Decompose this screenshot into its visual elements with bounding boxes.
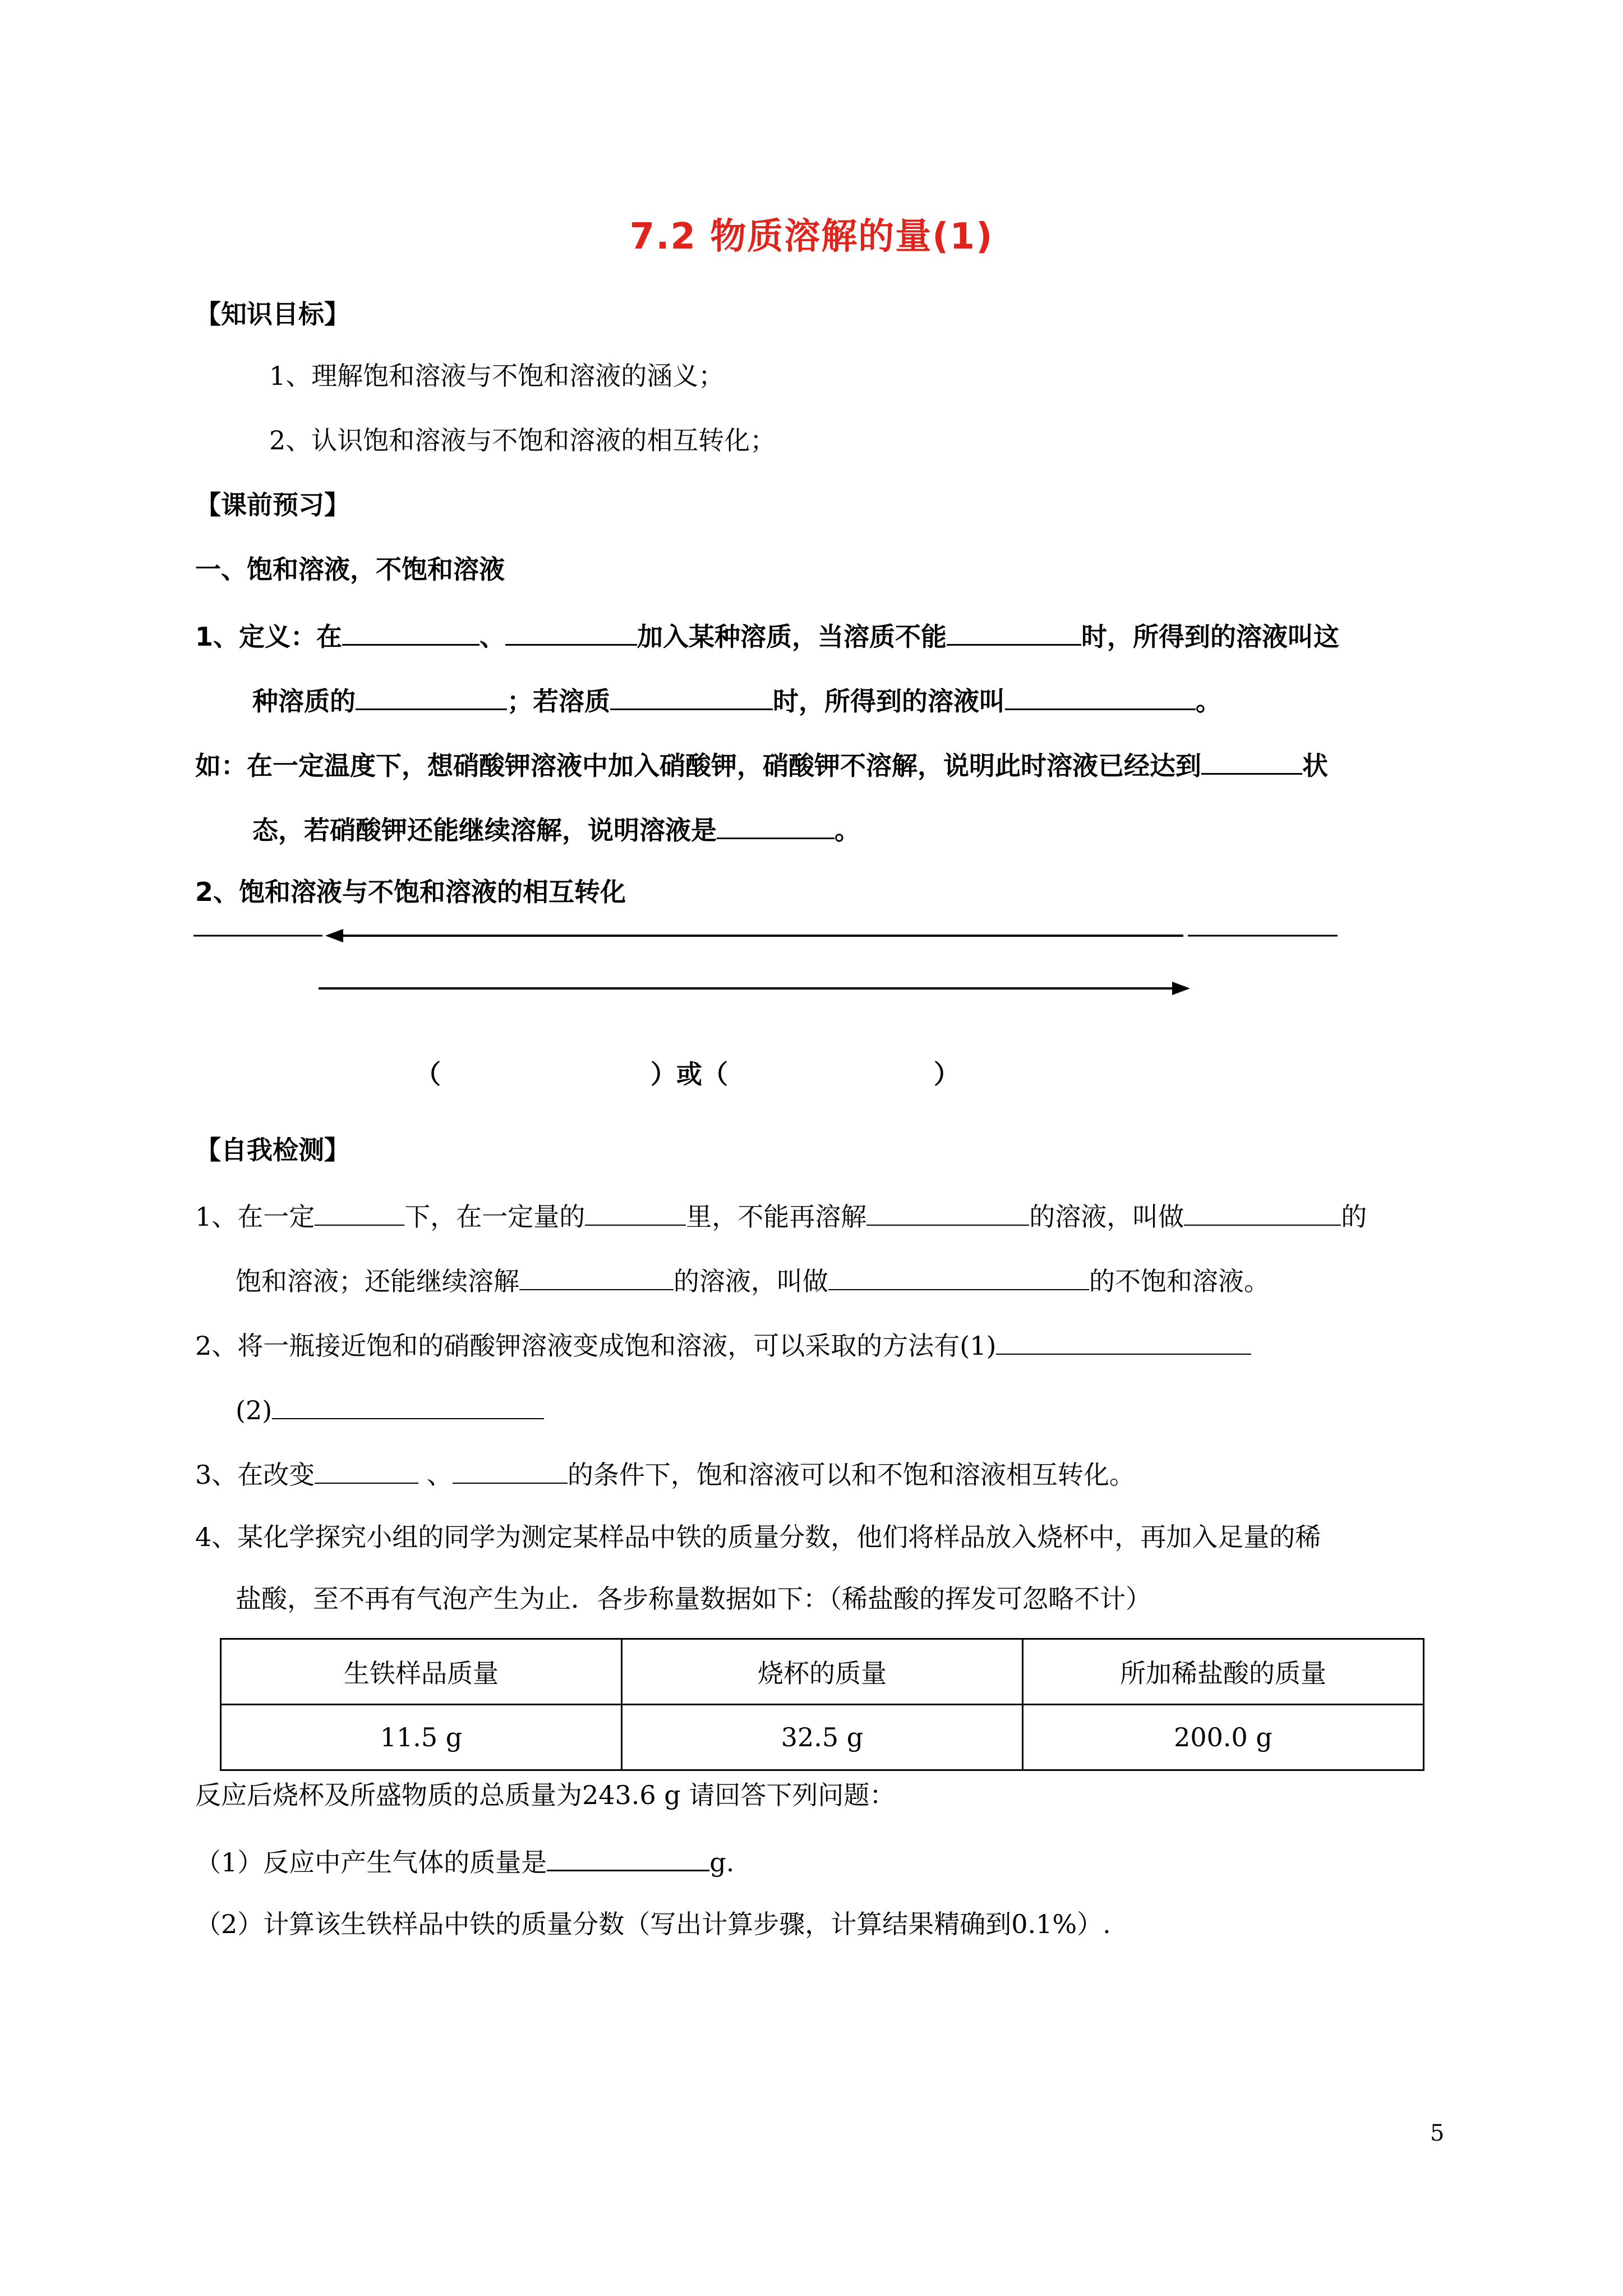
blank <box>342 617 479 646</box>
question-2-line-1: 2、将一瓶接近饱和的硝酸钾溶液变成饱和溶液，可以采取的方法有(1) <box>195 1327 1251 1363</box>
question-4-line-1: 4、某化学探究小组的同学为测定某样品中铁的质量分数，他们将样品放入烧杯中，再加入足量的稀 <box>195 1522 1321 1552</box>
paren-close-or: ）或（ <box>651 1059 728 1089</box>
knowledge-heading: 【知识目标】 <box>195 299 350 329</box>
blank <box>547 1843 709 1871</box>
knowledge-item-2: 2、认识饱和溶液与不饱和溶液的相互转化； <box>269 425 776 455</box>
table-cell: 200.0 g <box>1023 1705 1424 1770</box>
blank <box>505 617 637 646</box>
preview-heading: 【课前预习】 <box>195 490 350 520</box>
question-1-line-1: 1、在一定 下，在一定量的 里，不能再溶解 的溶液，叫做 的 <box>195 1198 1367 1234</box>
question-4-sub-1: （1）反应中产生气体的质量是 g. <box>195 1843 734 1879</box>
right-arrow-head <box>1172 982 1190 995</box>
section-saturated-solution: 一、饱和溶液，不饱和溶液 <box>195 554 505 585</box>
selfcheck-heading: 【自我检测】 <box>195 1135 350 1165</box>
blank <box>315 1456 418 1484</box>
definition-line-1: 1、定义：在 、 加入某种溶质，当溶质不能 时，所得到的溶液叫这 <box>195 617 1339 654</box>
question-1-line-2: 饱和溶液；还能继续溶解 的溶液，叫做 的不饱和溶液。 <box>236 1262 1270 1298</box>
blank <box>866 1198 1029 1226</box>
section-conversion: 2、饱和溶液与不饱和溶液的相互转化 <box>195 877 626 907</box>
blank <box>1201 746 1302 775</box>
table-header-cell: 烧杯的质量 <box>622 1639 1023 1705</box>
blank <box>585 1198 686 1226</box>
question-4-line-2: 盐酸，至不再有气泡产生为止．各步称量数据如下：（稀盐酸的挥发可忽略不计） <box>236 1584 1151 1614</box>
blank <box>610 682 773 710</box>
blank <box>272 1391 544 1419</box>
blank <box>828 1262 1089 1290</box>
blank <box>996 1327 1251 1355</box>
paren-close-2: ） <box>934 1059 960 1089</box>
blank <box>315 1198 404 1226</box>
question-2-line-2: (2) <box>236 1391 544 1427</box>
blank <box>356 682 507 710</box>
example-line-1: 如：在一定温度下，想硝酸钾溶液中加入硝酸钾，硝酸钾不溶解，说明此时溶液已经达到 状 <box>195 746 1328 783</box>
question-4-after-table: 反应后烧杯及所盛物质的总质量为243.6 g 请回答下列问题： <box>195 1780 896 1810</box>
blank <box>1184 1198 1341 1226</box>
question-3: 3、在改变 、 的条件下，饱和溶液可以和不饱和溶液相互转化。 <box>195 1456 1135 1492</box>
blank <box>453 1456 568 1484</box>
definition-line-2: 种溶质的 ；若溶质 时，所得到的溶液叫 。 <box>252 682 1221 718</box>
blank <box>717 811 834 839</box>
page-title: 7.2 物质溶解的量(1) <box>629 216 994 257</box>
paren-open-1: （ <box>415 1059 441 1089</box>
table-row <box>221 1705 1424 1770</box>
question-4-sub-2: （2）计算该生铁样品中铁的质量分数（写出计算步骤，计算结果精确到0.1%）. <box>195 1909 1111 1939</box>
page-number: 5 <box>1430 2120 1445 2146</box>
table-header-cell: 生铁样品质量 <box>221 1639 622 1705</box>
table-cell: 11.5 g <box>221 1705 622 1770</box>
weighing-data-table <box>220 1638 1424 1771</box>
example-line-2: 态，若硝酸钾还能继续溶解，说明溶液是 。 <box>252 811 860 847</box>
table-header-row <box>221 1639 1424 1705</box>
table-cell: 32.5 g <box>622 1705 1023 1770</box>
left-arrow-head <box>325 929 343 942</box>
blank <box>519 1262 674 1290</box>
knowledge-item-1: 1、理解饱和溶液与不饱和溶液的涵义； <box>269 361 725 391</box>
blank <box>1005 682 1196 710</box>
table-header-cell: 所加稀盐酸的质量 <box>1023 1639 1424 1705</box>
blank <box>947 617 1081 646</box>
